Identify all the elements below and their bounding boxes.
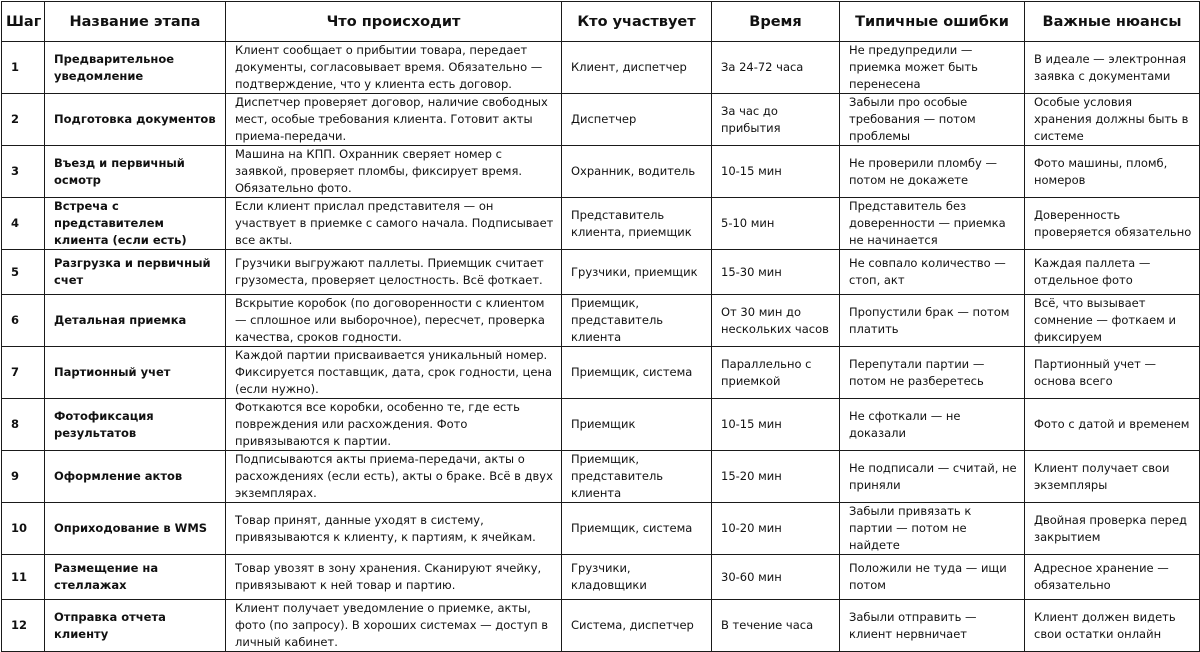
participants: Грузчики, кладовщики — [562, 555, 712, 600]
duration: 15-30 мин — [712, 250, 840, 295]
what-happens: Клиент сообщает о прибытии товара, передает документы, согласовывает время. Обязательно — подтверждение, что у клиента есть договор. — [226, 42, 562, 94]
header-row — [2, 2, 1200, 42]
step-number: 11 — [2, 555, 45, 600]
typical-errors: Представитель без доверенности — приемка не начинается — [840, 198, 1025, 250]
stage-name: Въезд и первичный осмотр — [45, 146, 226, 198]
duration: За 24-72 часа — [712, 42, 840, 94]
header-what-happens: Что происходит — [226, 2, 562, 42]
stage-name: Размещение на стеллажах — [45, 555, 226, 600]
important-nuances: Каждая паллета — отдельное фото — [1025, 250, 1200, 295]
table-row — [2, 42, 1200, 94]
typical-errors: Перепутали партии — потом не разберетесь — [840, 347, 1025, 399]
typical-errors: Не совпало количество — стоп, акт — [840, 250, 1025, 295]
participants: Приемщик, представитель клиента — [562, 295, 712, 347]
stage-name: Оприходование в WMS — [45, 503, 226, 555]
important-nuances: Доверенность проверяется обязательно — [1025, 198, 1200, 250]
typical-errors: Забыли привязать к партии — потом не найдете — [840, 503, 1025, 555]
table-row — [2, 600, 1200, 652]
stage-name: Детальная приемка — [45, 295, 226, 347]
step-number: 5 — [2, 250, 45, 295]
participants: Клиент, диспетчер — [562, 42, 712, 94]
participants: Приемщик, система — [562, 347, 712, 399]
step-number: 12 — [2, 600, 45, 652]
what-happens: Товар увозят в зону хранения. Сканируют ячейку, привязывают к ней товар и партию. — [226, 555, 562, 600]
table-row — [2, 250, 1200, 295]
what-happens: Диспетчер проверяет договор, наличие свободных мест, особые требования клиента. Готовит акты приема-передачи. — [226, 94, 562, 146]
typical-errors: Не предупредили — приемка может быть перенесена — [840, 42, 1025, 94]
step-number: 7 — [2, 347, 45, 399]
important-nuances: Фото машины, пломб, номеров — [1025, 146, 1200, 198]
stage-name: Подготовка документов — [45, 94, 226, 146]
participants: Диспетчер — [562, 94, 712, 146]
what-happens: Фоткаются все коробки, особенно те, где есть повреждения или расхождения. Фото привязываются к партии. — [226, 399, 562, 451]
participants: Представитель клиента, приемщик — [562, 198, 712, 250]
table-row — [2, 146, 1200, 198]
header-important-nuances: Важные нюансы — [1025, 2, 1200, 42]
duration: 15-20 мин — [712, 451, 840, 503]
step-number: 10 — [2, 503, 45, 555]
what-happens: Клиент получает уведомление о приемке, акты, фото (по запросу). В хороших системах — доступ в личный кабинет. — [226, 600, 562, 652]
step-number: 3 — [2, 146, 45, 198]
table-row — [2, 295, 1200, 347]
participants: Приемщик, представитель клиента — [562, 451, 712, 503]
stage-name: Оформление актов — [45, 451, 226, 503]
table-body — [2, 42, 1200, 652]
duration: За час до прибытия — [712, 94, 840, 146]
table-row — [2, 399, 1200, 451]
participants: Приемщик — [562, 399, 712, 451]
step-number: 8 — [2, 399, 45, 451]
duration: 10-15 мин — [712, 146, 840, 198]
step-number: 1 — [2, 42, 45, 94]
important-nuances: Особые условия хранения должны быть в системе — [1025, 94, 1200, 146]
duration: 10-20 мин — [712, 503, 840, 555]
header-stage-name: Название этапа — [45, 2, 226, 42]
important-nuances: Двойная проверка перед закрытием — [1025, 503, 1200, 555]
stage-name: Встреча с представителем клиента (если есть) — [45, 198, 226, 250]
duration: 10-15 мин — [712, 399, 840, 451]
what-happens: Товар принят, данные уходят в систему, привязываются к клиенту, к партиям, к ячейкам. — [226, 503, 562, 555]
important-nuances: Клиент должен видеть свои остатки онлайн — [1025, 600, 1200, 652]
table-row — [2, 555, 1200, 600]
header-step: Шаг — [2, 2, 45, 42]
step-number: 6 — [2, 295, 45, 347]
step-number: 9 — [2, 451, 45, 503]
participants: Охранник, водитель — [562, 146, 712, 198]
important-nuances: Фото с датой и временем — [1025, 399, 1200, 451]
header-typical-errors: Типичные ошибки — [840, 2, 1025, 42]
header-time: Время — [712, 2, 840, 42]
typical-errors: Не проверили пломбу — потом не докажете — [840, 146, 1025, 198]
duration: Параллельно с приемкой — [712, 347, 840, 399]
what-happens: Если клиент прислал представителя — он участвует в приемке с самого начала. Подписывает все акты. — [226, 198, 562, 250]
table-row — [2, 94, 1200, 146]
typical-errors: Положили не туда — ищи потом — [840, 555, 1025, 600]
what-happens: Вскрытие коробок (по договоренности с клиентом — сплошное или выборочное), пересчет, проверка качества, сроков годности. — [226, 295, 562, 347]
table-row — [2, 198, 1200, 250]
duration: От 30 мин до нескольких часов — [712, 295, 840, 347]
typical-errors: Пропустили брак — потом платить — [840, 295, 1025, 347]
step-number: 4 — [2, 198, 45, 250]
typical-errors: Забыли отправить — клиент нервничает — [840, 600, 1025, 652]
header-participants: Кто участвует — [562, 2, 712, 42]
table-header — [2, 2, 1200, 42]
stage-name: Отправка отчета клиенту — [45, 600, 226, 652]
duration: В течение часа — [712, 600, 840, 652]
important-nuances: Всё, что вызывает сомнение — фоткаем и фиксируем — [1025, 295, 1200, 347]
acceptance-process-table — [1, 1, 1200, 652]
typical-errors: Не сфоткали — не доказали — [840, 399, 1025, 451]
stage-name: Предварительное уведомление — [45, 42, 226, 94]
participants: Система, диспетчер — [562, 600, 712, 652]
what-happens: Грузчики выгружают паллеты. Приемщик считает грузоместа, проверяет целостность. Всё фоткает. — [226, 250, 562, 295]
stage-name: Разгрузка и первичный счет — [45, 250, 226, 295]
what-happens: Машина на КПП. Охранник сверяет номер с заявкой, проверяет пломбы, фиксирует время. Обязательно фото. — [226, 146, 562, 198]
duration: 5-10 мин — [712, 198, 840, 250]
table-row — [2, 347, 1200, 399]
participants: Грузчики, приемщик — [562, 250, 712, 295]
participants: Приемщик, система — [562, 503, 712, 555]
important-nuances: В идеале — электронная заявка с документами — [1025, 42, 1200, 94]
stage-name: Фотофиксация результатов — [45, 399, 226, 451]
stage-name: Партионный учет — [45, 347, 226, 399]
typical-errors: Забыли про особые требования — потом проблемы — [840, 94, 1025, 146]
typical-errors: Не подписали — считай, не приняли — [840, 451, 1025, 503]
table-row — [2, 451, 1200, 503]
step-number: 2 — [2, 94, 45, 146]
important-nuances: Адресное хранение — обязательно — [1025, 555, 1200, 600]
important-nuances: Партионный учет — основа всего — [1025, 347, 1200, 399]
what-happens: Подписываются акты приема-передачи, акты о расхождениях (если есть), акты о браке. Всё в двух экземплярах. — [226, 451, 562, 503]
duration: 30-60 мин — [712, 555, 840, 600]
what-happens: Каждой партии присваивается уникальный номер. Фиксируется поставщик, дата, срок годности, цена (если нужно). — [226, 347, 562, 399]
table-row — [2, 503, 1200, 555]
important-nuances: Клиент получает свои экземпляры — [1025, 451, 1200, 503]
